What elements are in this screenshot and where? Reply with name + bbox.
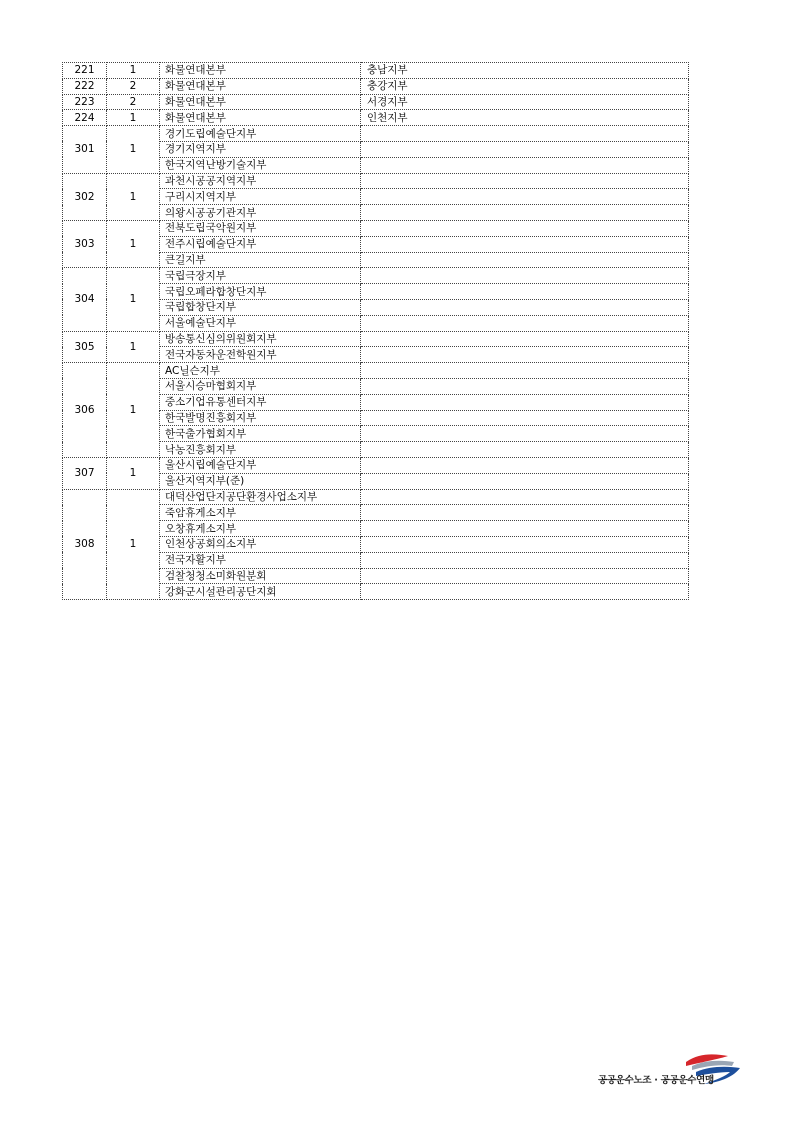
branch-name-cell: 전북도립국악원지부 (160, 220, 361, 236)
branch-name-cell: 한국발명진흥회지부 (160, 410, 361, 426)
sub-branch-cell (361, 126, 689, 142)
sub-branch-cell (361, 363, 689, 379)
branch-name-cell: 한국출가협회지부 (160, 426, 361, 442)
row-number-cell: 303 (63, 220, 107, 267)
sub-branch-cell (361, 173, 689, 189)
row-number-cell: 222 (63, 78, 107, 94)
branch-name-cell: 죽암휴게소지부 (160, 505, 361, 521)
sub-branch-cell (361, 141, 689, 157)
count-cell: 1 (107, 63, 160, 79)
branch-name-cell: 울산시립예술단지부 (160, 457, 361, 473)
branch-name-cell: 국립합창단지부 (160, 299, 361, 315)
table-row (63, 331, 689, 347)
sub-branch-cell (361, 426, 689, 442)
row-number-cell: 221 (63, 63, 107, 79)
sub-branch-cell (361, 410, 689, 426)
sub-branch-cell (361, 157, 689, 173)
table-row (63, 110, 689, 126)
sub-branch-cell (361, 584, 689, 600)
sub-branch-cell (361, 220, 689, 236)
table-row (63, 173, 689, 189)
branch-name-cell: 서울시승마협회지부 (160, 378, 361, 394)
sub-branch-cell (361, 473, 689, 489)
sub-branch-cell: 서경지부 (361, 94, 689, 110)
row-number-cell: 301 (63, 126, 107, 173)
sub-branch-cell (361, 299, 689, 315)
branch-name-cell: 화물연대본부 (160, 110, 361, 126)
branch-name-cell: 과천시공공지역지부 (160, 173, 361, 189)
table-row (63, 94, 689, 110)
sub-branch-cell (361, 457, 689, 473)
branch-name-cell: 전국자동차운전학원지부 (160, 347, 361, 363)
table-row (63, 220, 689, 236)
table-row (63, 363, 689, 379)
branch-name-cell: 전국자활지부 (160, 552, 361, 568)
count-cell: 1 (107, 220, 160, 267)
count-cell: 1 (107, 331, 160, 363)
sub-branch-cell (361, 489, 689, 505)
sub-branch-cell (361, 284, 689, 300)
branch-name-cell: 전주시립예술단지부 (160, 236, 361, 252)
branch-name-cell: 한국지역난방기술지부 (160, 157, 361, 173)
sub-branch-cell (361, 394, 689, 410)
sub-branch-cell: 충남지부 (361, 63, 689, 79)
count-cell: 1 (107, 457, 160, 489)
table-body (63, 63, 689, 600)
branch-name-cell: 대덕산업단지공단환경사업소지부 (160, 489, 361, 505)
count-cell: 1 (107, 110, 160, 126)
row-number-cell: 305 (63, 331, 107, 363)
count-cell: 1 (107, 489, 160, 600)
branch-name-cell: 울산지역지부(준) (160, 473, 361, 489)
row-number-cell: 306 (63, 363, 107, 458)
table-row (63, 457, 689, 473)
count-cell: 1 (107, 126, 160, 173)
branch-name-cell: 강화군시설관리공단지회 (160, 584, 361, 600)
count-cell: 1 (107, 173, 160, 220)
branch-name-cell: 화물연대본부 (160, 63, 361, 79)
sub-branch-cell (361, 268, 689, 284)
row-number-cell: 308 (63, 489, 107, 600)
branch-name-cell: 국립극장지부 (160, 268, 361, 284)
branch-name-cell: 서울예술단지부 (160, 315, 361, 331)
sub-branch-cell (361, 189, 689, 205)
row-number-cell: 307 (63, 457, 107, 489)
count-cell: 2 (107, 78, 160, 94)
branch-name-cell: 경기도립예술단지부 (160, 126, 361, 142)
branch-name-cell: 중소기업유통센터지부 (160, 394, 361, 410)
table-row (63, 78, 689, 94)
branch-name-cell: 경기지역지부 (160, 141, 361, 157)
branch-name-cell: 방송통신심의위원회지부 (160, 331, 361, 347)
sub-branch-cell (361, 205, 689, 221)
branch-name-cell: 화물연대본부 (160, 78, 361, 94)
table-row (63, 489, 689, 505)
count-cell: 1 (107, 363, 160, 458)
table-row (63, 126, 689, 142)
sub-branch-cell (361, 315, 689, 331)
sub-branch-cell (361, 236, 689, 252)
branch-name-cell: 검찰청청소미화원분회 (160, 568, 361, 584)
row-number-cell: 304 (63, 268, 107, 331)
sub-branch-cell (361, 331, 689, 347)
sub-branch-cell (361, 505, 689, 521)
branch-name-cell: 국립오페라합창단지부 (160, 284, 361, 300)
sub-branch-cell (361, 552, 689, 568)
row-number-cell: 302 (63, 173, 107, 220)
sub-branch-cell (361, 347, 689, 363)
count-cell: 2 (107, 94, 160, 110)
table-row (63, 268, 689, 284)
footer-org-text: 공공운수노조 · 공공운수연맹 (598, 1075, 714, 1086)
branch-name-cell: 인천상공회의소지부 (160, 536, 361, 552)
table-row (63, 63, 689, 79)
sub-branch-cell (361, 536, 689, 552)
branch-name-cell: 화물연대본부 (160, 94, 361, 110)
sub-branch-cell (361, 521, 689, 537)
sub-branch-cell (361, 252, 689, 268)
sub-branch-cell (361, 378, 689, 394)
branch-name-cell: 구리시지역지부 (160, 189, 361, 205)
branch-name-cell: 낙농진흥회지부 (160, 442, 361, 458)
sub-branch-cell (361, 442, 689, 458)
row-number-cell: 223 (63, 94, 107, 110)
branch-name-cell: AC닐슨지부 (160, 363, 361, 379)
sub-branch-cell (361, 568, 689, 584)
branch-name-cell: 의왕시공공기관지부 (160, 205, 361, 221)
sub-branch-cell: 인천지부 (361, 110, 689, 126)
count-cell: 1 (107, 268, 160, 331)
branch-name-cell: 큰길지부 (160, 252, 361, 268)
branch-name-cell: 오창휴게소지부 (160, 521, 361, 537)
sub-branch-cell: 충강지부 (361, 78, 689, 94)
footer-logo (598, 1050, 748, 1090)
branch-table (62, 62, 689, 600)
row-number-cell: 224 (63, 110, 107, 126)
